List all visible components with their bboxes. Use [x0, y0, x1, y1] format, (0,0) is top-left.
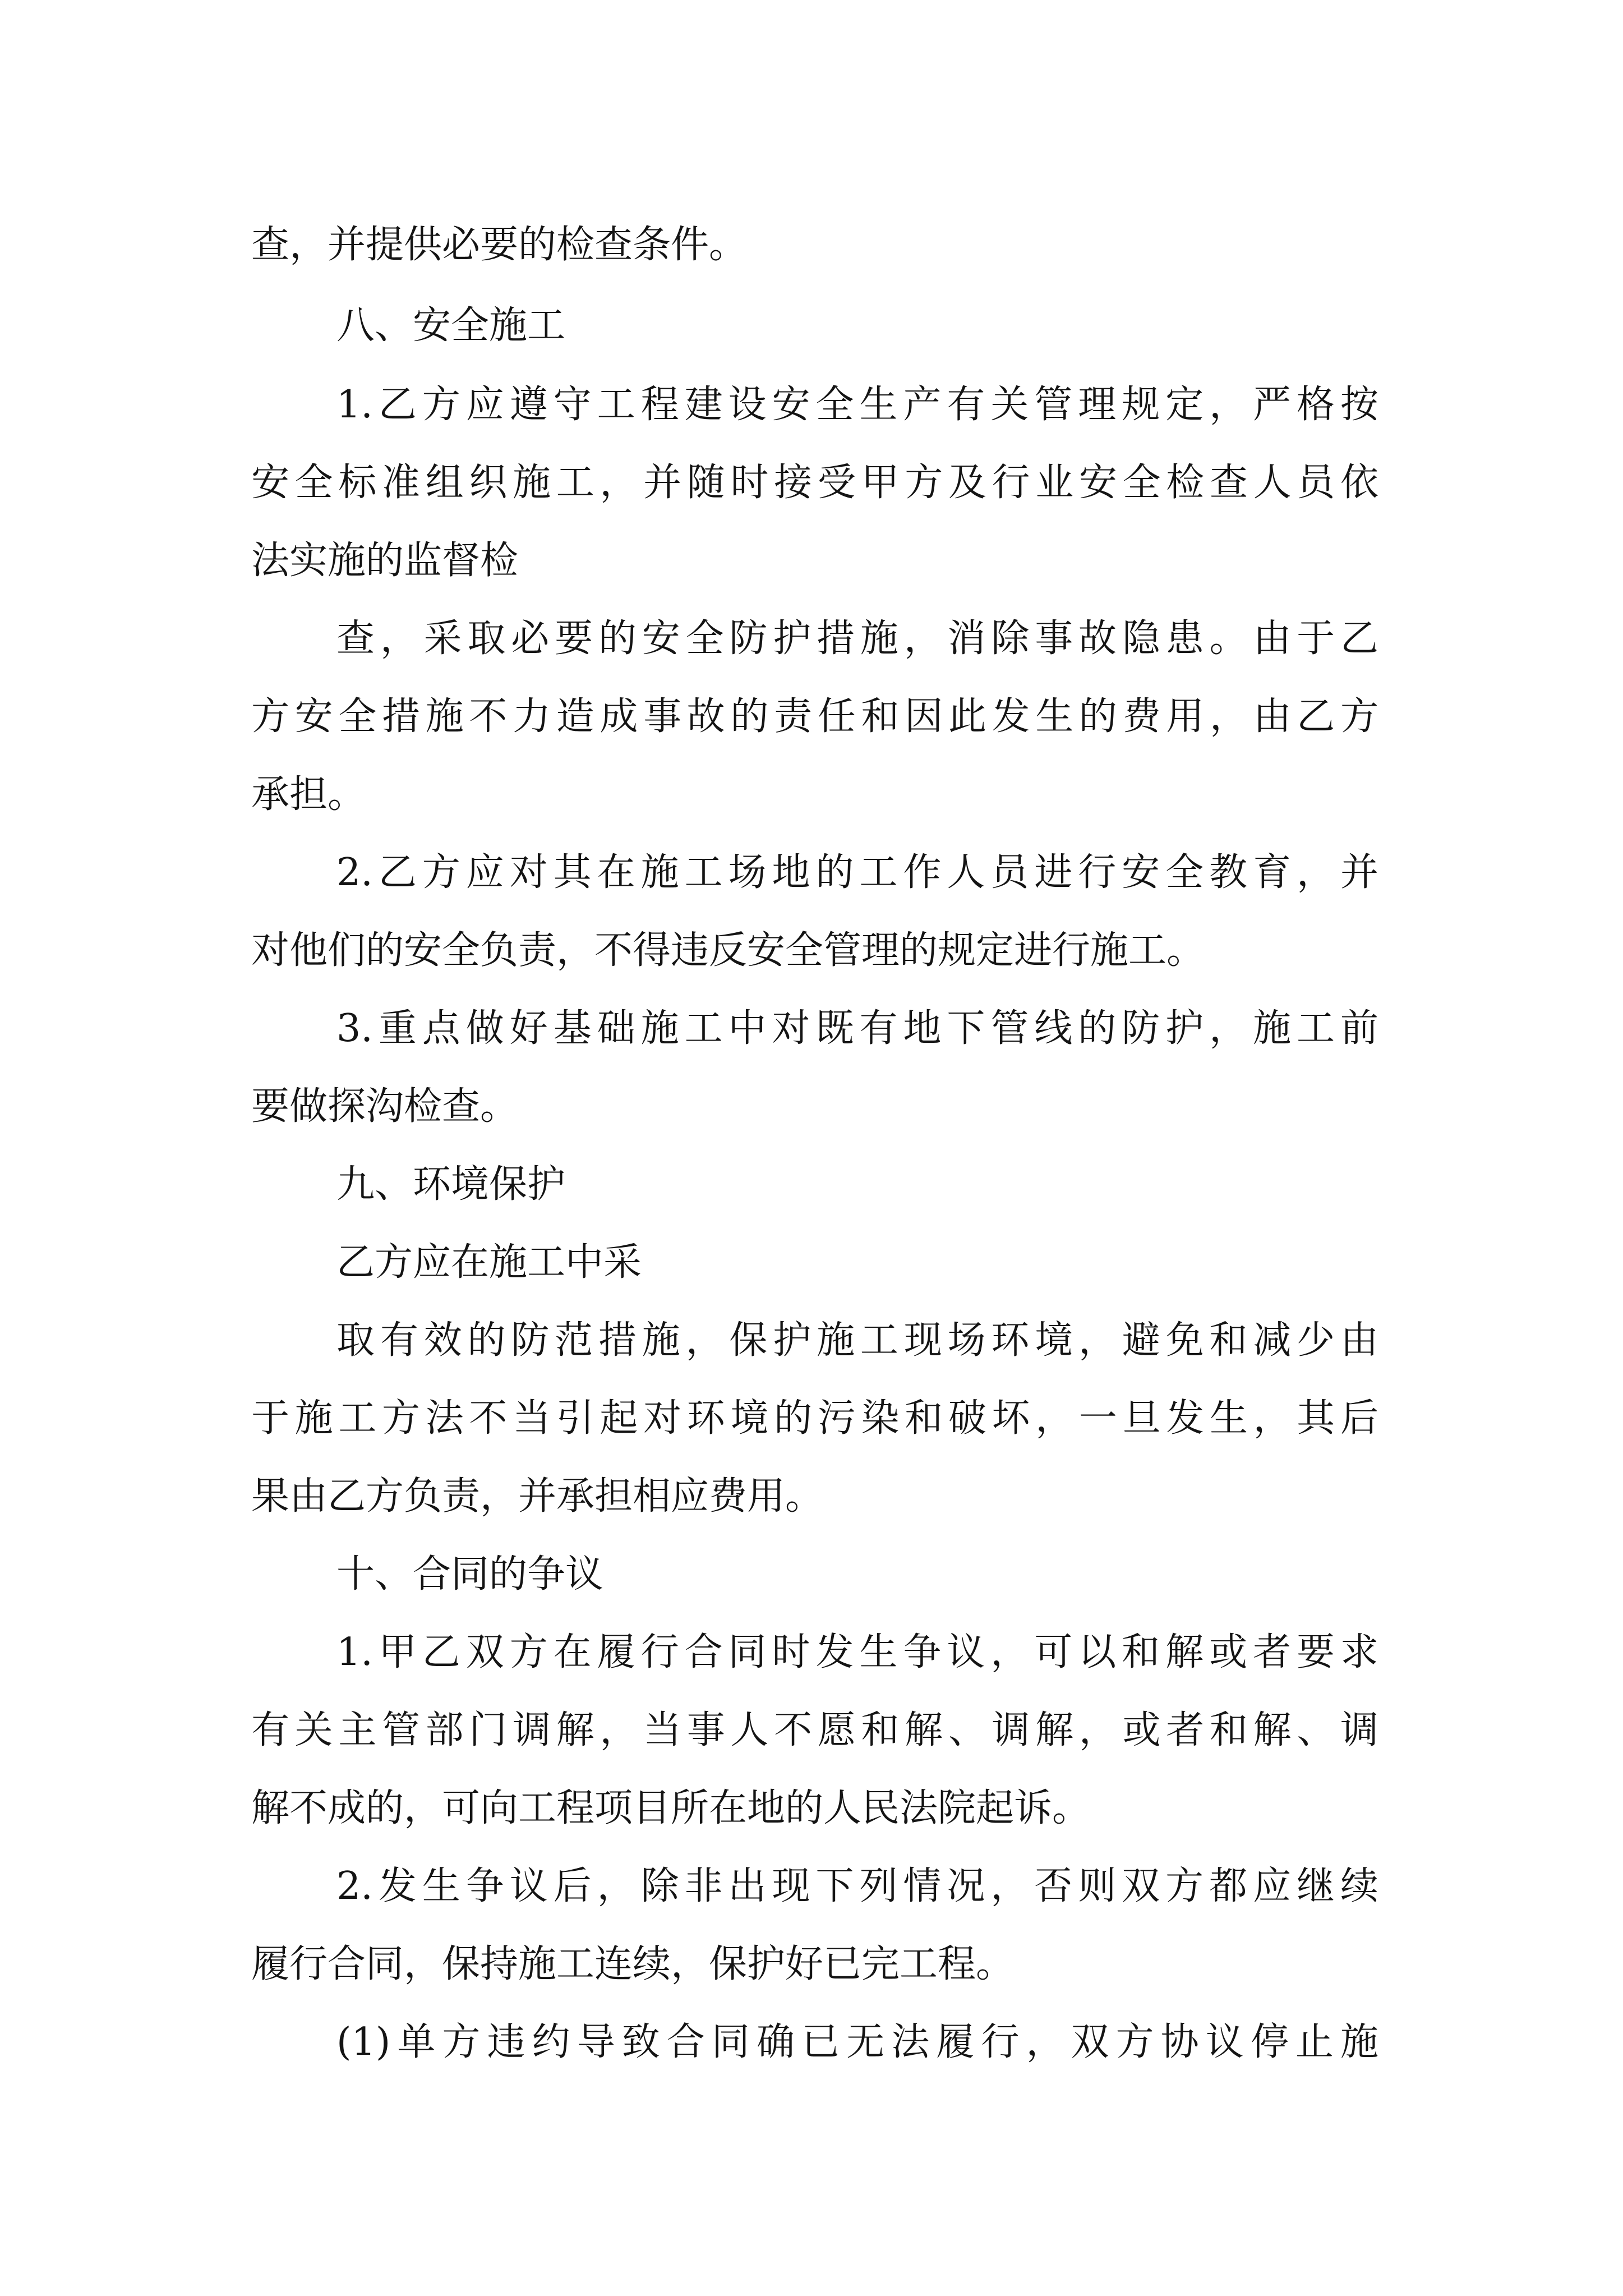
text-line: 2.发生争议后，除非出现下列情况，否则双方都应继续 — [336, 1864, 1378, 1908]
text-line: 安全标准组织施工，并随时接受甲方及行业安全检查人员依 — [251, 461, 1378, 505]
text-line: 1.乙方应遵守工程建设安全生产有关管理规定，严格按 — [336, 383, 1378, 427]
text-line: (1)单方违约导致合同确已无法履行，双方协议停止施 — [336, 2020, 1378, 2064]
text-line: 1.甲乙双方在履行合同时发生争议，可以和解或者要求 — [336, 1630, 1378, 1674]
text-line: 果由乙方负责，并承担相应费用。 — [251, 1474, 824, 1519]
text-line: 3.重点做好基础施工中对既有地下管线的防护，施工前 — [336, 1006, 1378, 1051]
text-line: 方安全措施不力造成事故的责任和因此发生的费用，由乙方 — [251, 694, 1378, 739]
text-line: 乙方应在施工中采 — [336, 1240, 642, 1285]
text-line: 解不成的，可向工程项目所在地的人民法院起诉。 — [251, 1786, 1091, 1830]
section-heading: 八、安全施工 — [336, 303, 566, 348]
text-line: 于施工方法不当引起对环境的污染和破坏，一旦发生，其后 — [251, 1396, 1378, 1441]
text-line: 有关主管部门调解，当事人不愿和解、调解，或者和解、调 — [251, 1708, 1378, 1752]
text-line: 履行合同，保持施工连续，保护好已完工程。 — [251, 1942, 1015, 1986]
text-line: 法实施的监督检 — [251, 539, 519, 583]
text-line: 对他们的安全负责，不得违反安全管理的规定进行施工。 — [251, 928, 1205, 973]
section-heading: 九、环境保护 — [336, 1162, 566, 1207]
text-line: 查，采取必要的安全防护措施，消除事故隐患。由于乙 — [336, 616, 1378, 661]
text-line: 取有效的防范措施，保护施工现场环境，避免和减少由 — [336, 1318, 1378, 1363]
text-line: 要做探沟检查。 — [251, 1084, 519, 1129]
text-line: 2.乙方应对其在施工场地的工作人员进行安全教育，并 — [336, 850, 1378, 895]
text-line: 查，并提供必要的检查条件。 — [251, 223, 748, 267]
section-heading: 十、合同的争议 — [336, 1552, 604, 1596]
text-line: 承担。 — [251, 772, 366, 817]
